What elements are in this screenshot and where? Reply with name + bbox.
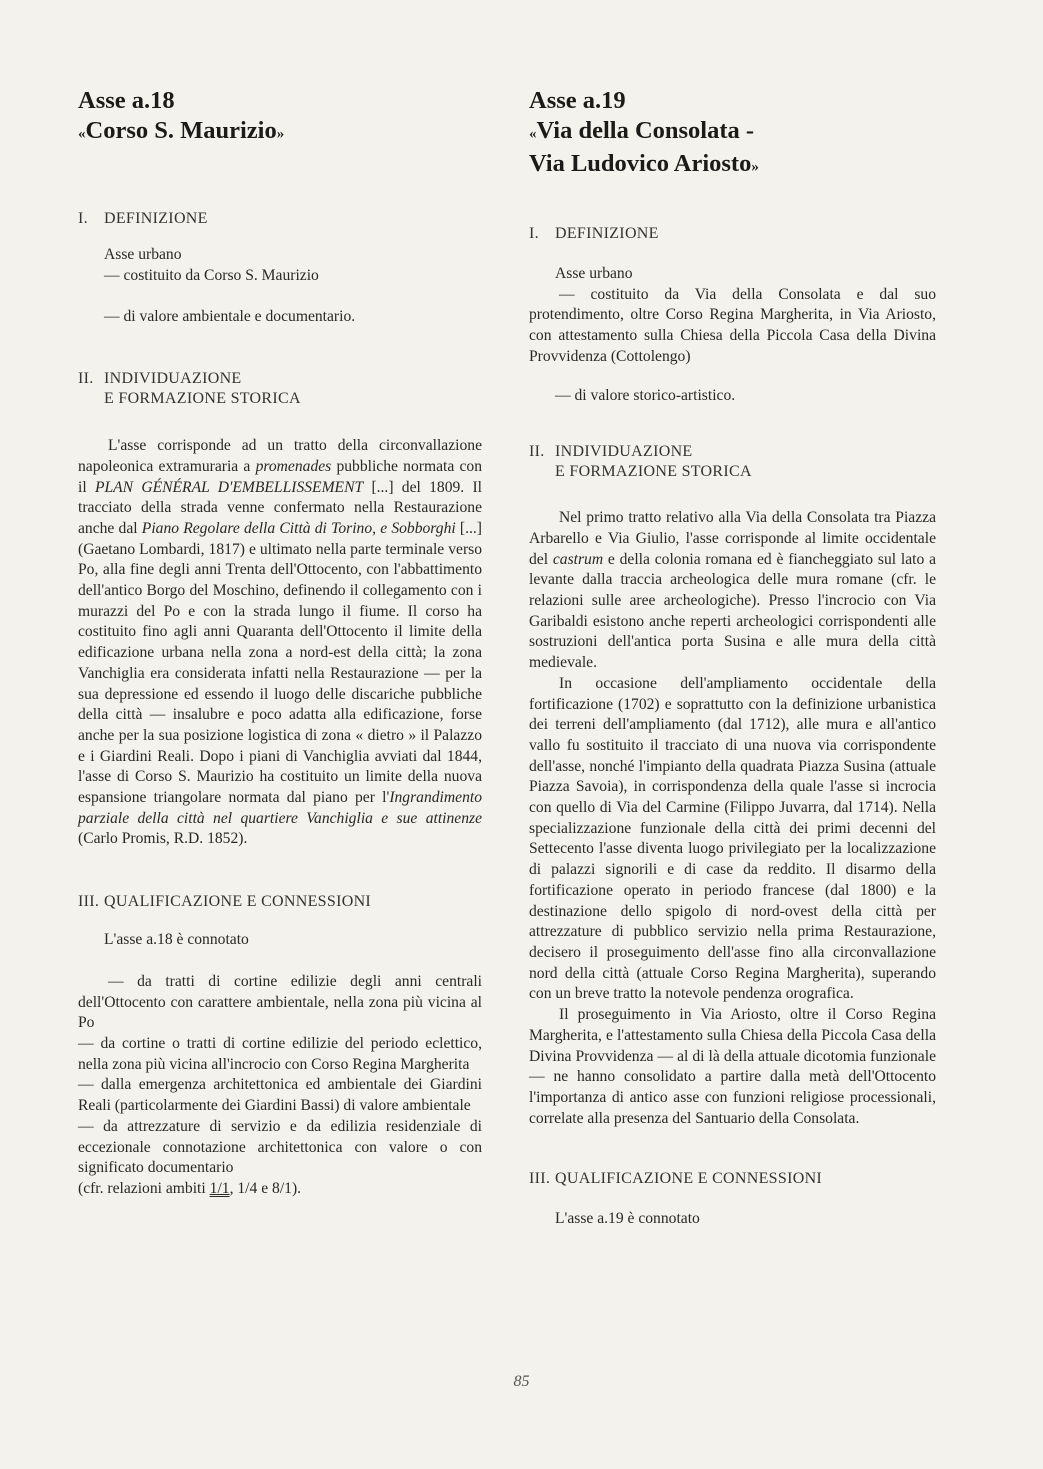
right-section-2-heading xyxy=(529,442,936,482)
right-history-paragraph-3: Il proseguimento in Via Ariosto, oltre il Corso Regina Margherita, e l'attestamento sulla Chiesa della Piccola Casa della Divina Provvidenza — al di là della attuale dicotomia funzionale — ne hanno consolidato a partire dalla metà dell'Ottocento l'importanza di antico asse con funzioni religiose processionali, correlate alla presenza del Santuario della Consolata. xyxy=(529,1006,936,1127)
section-label: INDIVIDUAZIONE xyxy=(555,443,693,461)
left-qualification-intro: L'asse a.18 è connotato xyxy=(104,931,249,949)
left-qualification-item-3: — dalla emergenza architettonica ed ambientale dei Giardini Reali (particolarmente dei Giardini Bassi) di valore ambientale xyxy=(78,1076,482,1115)
left-section-3-heading xyxy=(78,892,482,912)
section-label: INDIVIDUAZIONE xyxy=(104,370,242,388)
right-title-line3: Via Ludovico Ariosto xyxy=(529,150,752,177)
left-def-type: Asse urbano xyxy=(104,246,182,263)
section-label: QUALIFICAZIONE E CONNESSIONI xyxy=(555,1170,823,1188)
section-label: DEFINIZIONE xyxy=(104,210,208,227)
right-def-composition: — costituito da Via della Consolata e dal suo protendimento, oltre Corso Regina Margherita, in Via Ariosto, con attestamento sulla Chiesa della Piccola Casa della Divina Provvidenza (Cottolengo) xyxy=(529,285,936,365)
section-label: QUALIFICAZIONE E CONNESSIONI xyxy=(104,893,372,911)
right-section-1-heading xyxy=(529,224,936,244)
right-title xyxy=(529,86,936,182)
left-qualification-item-1: — da tratti di cortine edilizie degli anni centrali dell'Ottocento con carattere ambientale, nella zona più vicina al Po xyxy=(78,972,482,1032)
section-number: I. xyxy=(78,210,88,227)
text-span: [...] del 1809. Il tracciato della strada venne confermato nella Restaurazione anche dal xyxy=(78,478,482,537)
left-history-paragraph xyxy=(78,436,482,850)
left-section-2-heading xyxy=(78,369,482,409)
section-number: II. xyxy=(78,370,94,388)
section-number: II. xyxy=(529,443,545,461)
underlined-span: 1/1 xyxy=(209,1179,230,1197)
section-number: III. xyxy=(529,1170,551,1188)
italic-span: promenades xyxy=(255,457,332,475)
right-title-quote-close: » xyxy=(751,159,759,175)
italic-span: Piano Regolare della Città di Torino, e Sobborghi xyxy=(141,519,456,537)
left-qualification-reference xyxy=(78,1179,482,1200)
page-number: 85 xyxy=(513,1373,530,1390)
italic-span: Ingrandimento parziale della città nel quartiere Vanchiglia e sue attinenze xyxy=(78,789,482,827)
section-label: DEFINIZIONE xyxy=(555,225,659,242)
text-span: pubbliche normata con il xyxy=(78,457,482,496)
left-def-value: — di valore ambientale e documentario. xyxy=(104,308,356,326)
text-span: (Carlo Promis, R.D. 1852). xyxy=(78,830,248,848)
text-span: , 1/4 e 8/1). xyxy=(229,1179,302,1197)
text-span: Nel primo tratto relativo alla Via della Consolata tra Piazza Arbarello e Via Giulio, l'asse corrisponde al limite occidentale del xyxy=(529,509,936,568)
left-title-line1: Asse a.18 xyxy=(78,87,175,114)
right-section-3-heading xyxy=(529,1169,936,1189)
section-label-line2: E FORMAZIONE STORICA xyxy=(555,463,752,481)
section-number: I. xyxy=(529,225,539,242)
text-span: (cfr. relazioni ambiti xyxy=(78,1179,210,1197)
text-span: [...] (Gaetano Lombardi, 1817) e ultimato nella parte terminale verso Po, alla fine degli anni Trenta dell'Ottocento, con l'abbattimento dell'antico Borgo del Moschino, definendo il collegamento con i murazzi del Po e con la strada lungo il fiume. Il corso ha costituito fino agli anni Quaranta dell'Ottocento il limite della edificazione urbana nella zona a nord-est della città; la zona Vanchiglia era considerata infatti nella Restaurazione — per la sua depressione ed essendo il luogo delle discariche pubbliche della città — insalubre e poco adatta alla edificazione, forse anche per la sua posizione logistica di zona « dietro » il Palazzo e i Giardini Reali. Dopo i piani di Vanchiglia avviati dal 1844, l'asse di Corso S. Maurizio ha costituito un limite della nuova espansione triangolare normata dal piano per l' xyxy=(78,519,482,807)
left-title-quote-open: « xyxy=(78,126,86,142)
left-qualification-item-2: — da cortine o tratti di cortine edilizie del periodo eclettico, nella zona più vicina all'incrocio con Corso Regina Margherita xyxy=(78,1034,482,1073)
left-title-line2: Corso S. Maurizio xyxy=(85,117,277,144)
right-history-paragraph-1 xyxy=(529,508,936,674)
italic-span: PLAN GÉNÉRAL D'EMBELLISSEMENT xyxy=(94,478,364,496)
section-number: III. xyxy=(78,893,100,911)
right-title-quote-open: « xyxy=(529,126,537,142)
left-qualification-item-4: — da attrezzature di servizio e da edilizia residenziale di eccezionale connotazione architettonica con valore o con significato documentario xyxy=(78,1117,482,1177)
text-span: L'asse corrisponde ad un tratto della circonvallazione napoleonica extramuraria a xyxy=(78,437,482,475)
left-title xyxy=(78,86,482,149)
left-title-quote-close: » xyxy=(276,126,285,142)
right-def-value: — di valore storico-artistico. xyxy=(555,386,736,404)
right-column xyxy=(529,86,936,1230)
left-section-1-heading xyxy=(78,209,482,229)
section-label-line2: E FORMAZIONE STORICA xyxy=(104,390,301,408)
right-qualification-intro: L'asse a.19 è connotato xyxy=(555,1210,700,1228)
left-def-composition: — costituito da Corso S. Maurizio xyxy=(104,266,319,284)
left-column xyxy=(78,86,482,1200)
italic-span: castrum xyxy=(552,550,604,568)
right-history-paragraph-2: In occasione dell'ampliamento occidentale della fortificazione (1702) e soprattutto con la definizione urbanistica dei terreni dell'ampliamento (dal 1712), alle mura e all'antico vallo fu sostituito il tracciato di una nuova via corrispondente dell'asse, nonché l'impianto della quadrata Piazza Susina (attuale Piazza Savoia), in corrispondenza della quale l'asse si incrocia con quello di Via del Carmine (Filippo Juvarra, dal 1714). Nella specializzazione funzionale della città dei primi decenni del Settecento l'asse diventa luogo privilegiato per la localizzazione di palazzi signorili e di case da reddito. Il disarmo della fortificazione operato in periodo francese (dal 1800) e la destinazione dello spigolo di nord-ovest della città per attrezzature di pubblico servizio nella prima Restaurazione, decisero il proseguimento dell'asse fino alla circonvallazione nord della città (attuale Corso Regina Margherita), superando con un breve tratto la notevole pendenza orografica. xyxy=(529,674,936,1003)
text-span: e della colonia romana ed è fiancheggiato sul lato a levante dalla traccia archeologica delle mura romane (cfr. le relazioni sulle aree archeologiche). Presso l'incrocio con Via Garibaldi esistono anche reperti archeologici corrispondenti alle sostruzioni dell'antica porta Susina e alle mura della città medievale. xyxy=(529,550,936,672)
right-title-line2: Via della Consolata - xyxy=(536,117,755,144)
right-title-line1: Asse a.19 xyxy=(529,87,626,114)
right-def-type: Asse urbano xyxy=(555,265,633,282)
